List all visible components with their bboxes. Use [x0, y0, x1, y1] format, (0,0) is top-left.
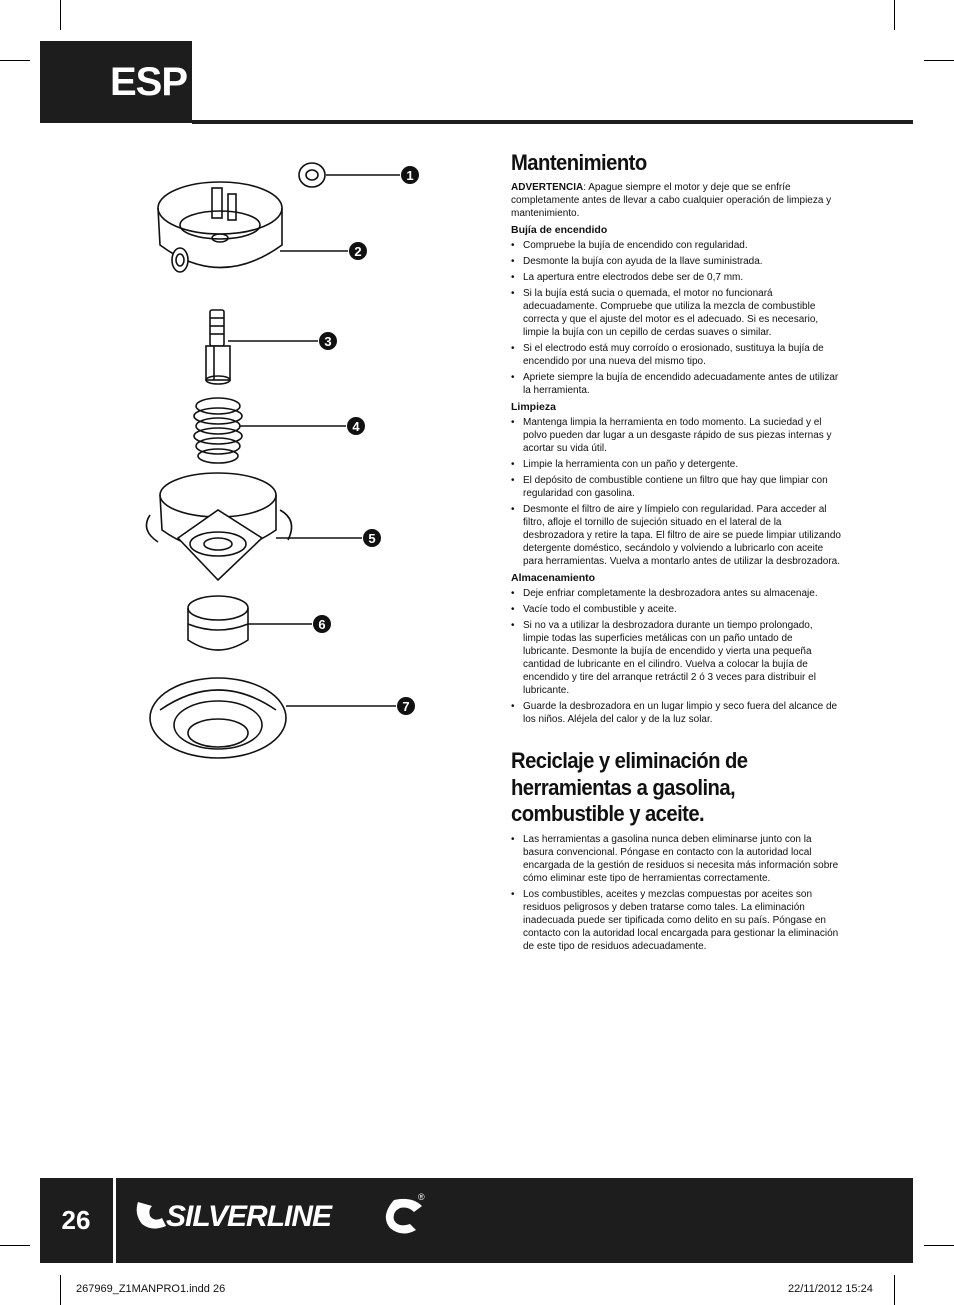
file-slug: 267969_Z1MANPRO1.indd 26: [76, 1283, 226, 1295]
svg-text:SILVERLINE: SILVERLINE: [166, 1200, 332, 1233]
date-slug: 22/11/2012 15:24: [788, 1283, 873, 1295]
list-item: • Desmonte la bujía con ayuda de la llave suministrada.: [511, 255, 841, 268]
list-item: • Deje enfriar completamente la desbrozadora antes su almacenaje.: [511, 587, 841, 600]
storage-list: [511, 587, 841, 726]
crop-mark: [894, 0, 895, 30]
text-column: [511, 150, 841, 956]
svg-text:6: 6: [318, 617, 326, 632]
footer-divider: [113, 1178, 116, 1263]
warning-paragraph: [511, 181, 841, 220]
language-label: ESP: [110, 59, 188, 104]
list-item: • Si la bujía está sucia o quemada, el motor no funcionará adecuadamente. Compruebe que utiliza la mezcla de combustible correcta y que el ajuste del motor es el adecuado. Si es necesario, limpie la bujía con un cepillo de cerdas suaves o similar.: [511, 287, 841, 339]
warning-text: : Apague siempre el motor y deje que se enfríe completamente antes de llevar a cabo cualquier operación de limpieza y mantenimiento.: [511, 182, 832, 220]
callout-2: [349, 242, 367, 260]
cleaning-list: [511, 416, 841, 568]
list-item: • Si no va a utilizar la desbrozadora durante un tiempo prolongado, limpie todas las superficies metálicas con un paño untado de lubricante. Desmonte la bujía de encendido y vierta una pequeña cantidad de lubricante en el cilindro. Vuelva a colocar la bujía de encendido y tire del arranque retráctil 2 ó 3 veces para distribuir el lubricante.: [511, 619, 841, 697]
svg-text:®: ®: [418, 1192, 425, 1202]
maintenance-title: Mantenimiento: [511, 150, 647, 175]
list-item: • Desmonte el filtro de aire y límpielo con regularidad. Para acceder al filtro, afloje el tornillo de sujeción situado en el lateral de la desbrozadora y retire la tapa. El filtro de aire se puede limpiar utilizando detergente doméstico, secándolo y volviendo a lubricarlo con aceite para herramientas. Vuelva a montarlo antes de utilizar la desbrozadora.: [511, 503, 841, 568]
spark-plug-list: [511, 239, 841, 397]
storage-heading: Almacenamiento: [511, 572, 596, 585]
list-item: • Las herramientas a gasolina nunca deben eliminarse junto con la basura convencional. Póngase en contacto con la autoridad local encargada de la gestión de residuos si necesita más información sobre cómo eliminar este tipo de herramientas correctamente.: [511, 833, 841, 885]
silverline-logo: [132, 1188, 432, 1238]
list-item: • Limpie la herramienta con un paño y detergente.: [511, 458, 841, 471]
language-tab: [40, 41, 192, 123]
part-shaft: [206, 310, 230, 384]
trimmer-head-exploded-diagram: [130, 150, 430, 760]
cleaning-heading: Limpieza: [511, 401, 556, 414]
callout-6: [313, 615, 331, 633]
spark-plug-heading: Bujía de encendido: [511, 224, 608, 237]
part-spring: [194, 398, 242, 463]
list-item: • Mantenga limpia la herramienta en todo momento. La suciedad y el polvo pueden dar lugar a un desgaste rápido de sus piezas internas y acortar su vida útil.: [511, 416, 841, 455]
crop-mark: [0, 60, 30, 61]
part-bump-knob: [188, 596, 248, 650]
header-rule: [192, 120, 913, 124]
crop-mark: [924, 1245, 954, 1246]
svg-text:3: 3: [324, 334, 332, 349]
crop-mark: [60, 1275, 61, 1305]
recycling-title: Reciclaje y eliminación de herramientas a gasolina, combustible y aceite.: [511, 748, 748, 827]
list-item: • El depósito de combustible contiene un filtro que hay que limpiar con regularidad con gasolina.: [511, 474, 841, 500]
page-number: 26: [61, 1205, 91, 1235]
callout-4: [347, 417, 365, 435]
svg-text:1: 1: [406, 168, 414, 183]
crop-mark: [894, 1275, 895, 1305]
crop-mark: [0, 1245, 30, 1246]
svg-text:2: 2: [354, 244, 362, 259]
list-item: • Guarde la desbrozadora en un lugar limpio y seco fuera del alcance de los niños. Aléjela del calor y de la luz solar.: [511, 700, 841, 726]
warning-label: ADVERTENCIA: [511, 182, 584, 194]
svg-text:5: 5: [368, 531, 376, 546]
callout-3: [319, 332, 337, 350]
part-cover: [158, 182, 282, 272]
part-base-cap: [150, 678, 286, 758]
list-item: • La apertura entre electrodos debe ser de 0,7 mm.: [511, 271, 841, 284]
crop-mark: [60, 0, 61, 30]
list-item: • Compruebe la bujía de encendido con regularidad.: [511, 239, 841, 252]
list-item: • Si el electrodo está muy corroído o erosionado, sustituya la bujía de encendido por una nueva del mismo tipo.: [511, 342, 841, 368]
recycling-list: [511, 833, 841, 953]
list-item: • Apriete siempre la bujía de encendido adecuadamente antes de utilizar la herramienta.: [511, 371, 841, 397]
callout-7: [397, 697, 415, 715]
callout-5: [363, 529, 381, 547]
list-item: • Vacíe todo el combustible y aceite.: [511, 603, 841, 616]
part-washer: [299, 163, 325, 187]
callout-1: [401, 166, 419, 184]
crop-mark: [924, 60, 954, 61]
svg-text:7: 7: [402, 699, 410, 714]
svg-text:4: 4: [352, 419, 360, 434]
part-spool: [146, 473, 291, 580]
list-item: • Los combustibles, aceites y mezclas compuestas por aceites son residuos peligrosos y deben tratarse como tales. La eliminación inadecuada puede ser tipificada como delito en su país. Póngase en contacto con la autoridad local encargada para gestionar la eliminación de este tipo de residuos adecuadamente.: [511, 888, 841, 953]
